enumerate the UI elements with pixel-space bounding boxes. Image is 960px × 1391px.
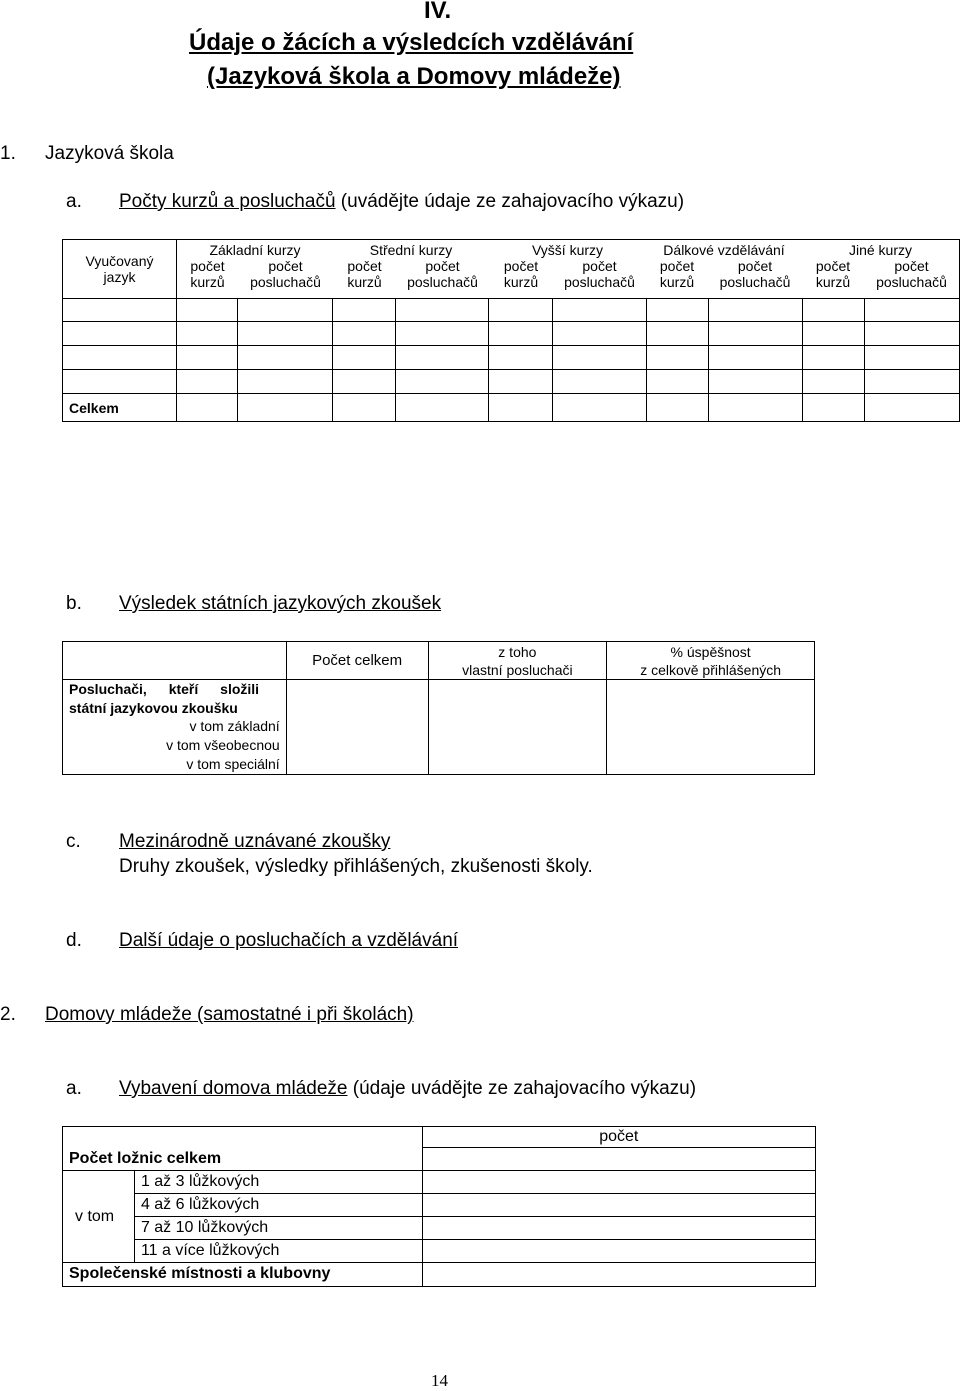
exam-total-cell[interactable]: [286, 680, 428, 775]
data-cell[interactable]: [553, 370, 646, 394]
sec-a-title-underlined: Počty kurzů a posluchačů: [119, 191, 336, 212]
total-cell[interactable]: [646, 394, 708, 422]
lang-cell[interactable]: [63, 370, 177, 394]
total-cell[interactable]: [177, 394, 238, 422]
data-cell[interactable]: [864, 299, 959, 322]
page-title-line1: Údaje o žácích a výsledcích vzdělávání: [189, 29, 634, 56]
table-row: [63, 346, 960, 370]
group-label: Základní kurzy: [209, 242, 301, 258]
total-row: [63, 394, 960, 422]
dormitory-table: [62, 1126, 816, 1287]
sub-students-label: počet posluchačů: [719, 258, 791, 290]
lang-header-cell: [63, 240, 177, 299]
dorm-cell[interactable]: [422, 1171, 815, 1194]
sec-2a-title-underlined: Vybavení domova mládeže: [119, 1078, 348, 1099]
courses-table-header: [63, 240, 960, 299]
group-label: Vyšší kurzy: [531, 242, 604, 258]
exam-results-table: [62, 641, 815, 775]
group-label: Jiné kurzy: [848, 242, 913, 258]
data-cell[interactable]: [177, 346, 238, 370]
data-cell[interactable]: [396, 299, 489, 322]
dorm-cell[interactable]: [422, 1240, 815, 1263]
sub-students-label: počet posluchačů: [250, 258, 321, 290]
dorm-sub-row: [63, 1217, 816, 1240]
data-cell[interactable]: [864, 370, 959, 394]
data-cell[interactable]: [396, 370, 489, 394]
dorm-vtom-label: v tom: [63, 1171, 135, 1263]
dorm-cell[interactable]: [422, 1194, 815, 1217]
sub-students-label: počet posluchačů: [564, 258, 635, 290]
total-label: Celkem: [63, 394, 177, 422]
exam-data-row: [63, 680, 815, 775]
sec-c-letter: c.: [66, 831, 81, 852]
data-cell[interactable]: [708, 299, 802, 322]
exam-own-cell[interactable]: [428, 680, 607, 775]
sec-a-letter: a.: [66, 191, 82, 212]
dorm-sub-row: [63, 1194, 816, 1217]
data-cell[interactable]: [177, 322, 238, 346]
data-cell[interactable]: [553, 299, 646, 322]
dorm-sub-1-3: 1 až 3 lůžkových: [134, 1171, 422, 1194]
roman-numeral: IV.: [424, 0, 452, 24]
data-cell[interactable]: [864, 322, 959, 346]
section1-number: 1.: [0, 143, 16, 164]
data-cell[interactable]: [177, 299, 238, 322]
col-own-l2: vlastní posluchači: [462, 662, 573, 678]
courses-table: [62, 239, 960, 422]
data-cell[interactable]: [553, 322, 646, 346]
sec-a-title-rest: (uvádějte údaje ze zahajovacího výkazu): [335, 191, 685, 212]
sec-d-title: Další údaje o posluchačích a vzdělávání: [119, 930, 459, 951]
col-success: [607, 642, 815, 680]
section1-title: Jazyková škola: [45, 143, 174, 164]
total-cell[interactable]: [864, 394, 959, 422]
group-dalkove: [646, 240, 802, 298]
data-cell[interactable]: [646, 322, 708, 346]
exam-row-label-l2: státní jazykovou zkoušku: [69, 700, 238, 716]
dorm-common-cell[interactable]: [422, 1263, 815, 1287]
data-cell[interactable]: [802, 299, 864, 322]
sub-courses-label: počet kurzů: [190, 258, 225, 290]
sec-a-title: [119, 191, 684, 213]
data-cell[interactable]: [333, 299, 396, 322]
dorm-col-count-label: počet: [599, 1128, 639, 1145]
exam-header-row: [63, 642, 815, 680]
dorm-sub-row: [63, 1240, 816, 1263]
data-cell[interactable]: [238, 322, 333, 346]
col-total: [286, 642, 428, 680]
data-cell[interactable]: [396, 322, 489, 346]
sec-2a-letter: a.: [66, 1078, 82, 1099]
data-cell[interactable]: [238, 299, 333, 322]
sub-courses-label: počet kurzů: [659, 258, 695, 290]
section2-title: Domovy mládeže (samostatné i při školách): [45, 1004, 414, 1025]
dorm-cell[interactable]: [422, 1217, 815, 1240]
data-cell[interactable]: [553, 346, 646, 370]
dorm-sub-row: [63, 1171, 816, 1194]
group-stredni: [333, 240, 489, 298]
sec-b-title: Výsledek státních jazykových zkoušek: [119, 593, 442, 614]
dorm-common-label: Společenské místnosti a klubovny: [63, 1263, 423, 1287]
exam-row-labels: [63, 680, 287, 775]
col-own-l1: z toho: [498, 644, 537, 660]
col-success-l1: % úspěšnost: [670, 644, 751, 660]
groups-header-cell: [177, 240, 960, 299]
sec-c-title: Mezinárodně uznávané zkoušky: [119, 831, 391, 852]
dorm-sub-11plus: 11 a více lůžkových: [134, 1240, 422, 1263]
total-cell[interactable]: [708, 394, 802, 422]
sub-students-label: počet posluchačů: [876, 258, 947, 290]
section2-number: 2.: [0, 1004, 16, 1025]
lang-cell[interactable]: [63, 346, 177, 370]
sub-students-label: počet posluchačů: [407, 258, 478, 290]
data-cell[interactable]: [489, 370, 553, 394]
data-cell[interactable]: [708, 322, 802, 346]
data-cell[interactable]: [177, 370, 238, 394]
dorm-sub-7-10: 7 až 10 lůžkových: [134, 1217, 422, 1240]
sec-2a-title: [119, 1078, 696, 1100]
data-cell[interactable]: [333, 346, 396, 370]
table-row: [63, 322, 960, 346]
col-own: [428, 642, 607, 680]
data-cell[interactable]: [489, 299, 553, 322]
total-cell[interactable]: [802, 394, 864, 422]
data-cell[interactable]: [238, 346, 333, 370]
col-success-l2: z celkově přihlášených: [640, 662, 782, 678]
group-label: Dálkové vzdělávání: [663, 242, 785, 258]
dorm-col-count: [422, 1127, 815, 1148]
data-cell[interactable]: [802, 370, 864, 394]
data-cell[interactable]: [802, 322, 864, 346]
exam-row-label-text: Posluchači, kteří složili: [69, 681, 260, 697]
dorm-total-cell[interactable]: [422, 1148, 815, 1171]
group-vyssi: [489, 240, 646, 298]
table-row: [63, 370, 960, 394]
dorm-total-label: Počet ložnic celkem: [63, 1148, 423, 1171]
lang-cell[interactable]: [63, 299, 177, 322]
dorm-sub-4-6: 4 až 6 lůžkových: [134, 1194, 422, 1217]
page-title-line2: (Jazyková škola a Domovy mládeže): [207, 63, 621, 90]
sub-courses-label: počet kurzů: [347, 258, 382, 290]
group-zakladni: [177, 240, 333, 298]
data-cell[interactable]: [864, 346, 959, 370]
group-label: Střední kurzy: [369, 242, 453, 258]
dorm-empty-header: [63, 1127, 423, 1148]
group-jine: [802, 240, 959, 298]
exam-sub-general: v tom všeobecnou: [166, 737, 280, 753]
data-cell[interactable]: [333, 370, 396, 394]
sub-courses-label: počet kurzů: [815, 258, 851, 290]
exam-row-label-l1: [69, 680, 280, 699]
data-cell[interactable]: [646, 370, 708, 394]
exam-success-cell[interactable]: [607, 680, 815, 775]
total-cell[interactable]: [238, 394, 333, 422]
data-cell[interactable]: [708, 346, 802, 370]
data-cell[interactable]: [238, 370, 333, 394]
data-cell[interactable]: [489, 346, 553, 370]
exam-sub-basic: v tom základní: [189, 718, 280, 734]
dorm-row-total: [63, 1148, 816, 1171]
sub-courses-label: počet kurzů: [503, 258, 539, 290]
data-cell[interactable]: [802, 346, 864, 370]
table-row: [63, 299, 960, 322]
total-cell[interactable]: [489, 394, 553, 422]
exam-sub-special: v tom speciální: [186, 756, 280, 772]
data-cell[interactable]: [646, 299, 708, 322]
data-cell[interactable]: [646, 346, 708, 370]
dorm-row-common: [63, 1263, 816, 1287]
data-cell[interactable]: [489, 322, 553, 346]
lang-header: Vyučovaný jazyk: [85, 253, 154, 285]
data-cell[interactable]: [333, 322, 396, 346]
empty-header-cell: [63, 642, 287, 680]
sec-c-subtitle: Druhy zkoušek, výsledky přihlášených, zkušenosti školy.: [119, 856, 593, 877]
total-cell[interactable]: [333, 394, 396, 422]
data-cell[interactable]: [708, 370, 802, 394]
sec-2a-title-rest: (údaje uvádějte ze zahajovacího výkazu): [347, 1078, 697, 1099]
sec-b-letter: b.: [66, 593, 82, 614]
lang-cell[interactable]: [63, 322, 177, 346]
dorm-header-row: [63, 1127, 816, 1148]
col-total-label: Počet celkem: [312, 652, 403, 669]
total-cell[interactable]: [553, 394, 646, 422]
total-cell[interactable]: [396, 394, 489, 422]
page-number: 14: [431, 1371, 448, 1390]
sec-d-letter: d.: [66, 930, 82, 951]
data-cell[interactable]: [396, 346, 489, 370]
